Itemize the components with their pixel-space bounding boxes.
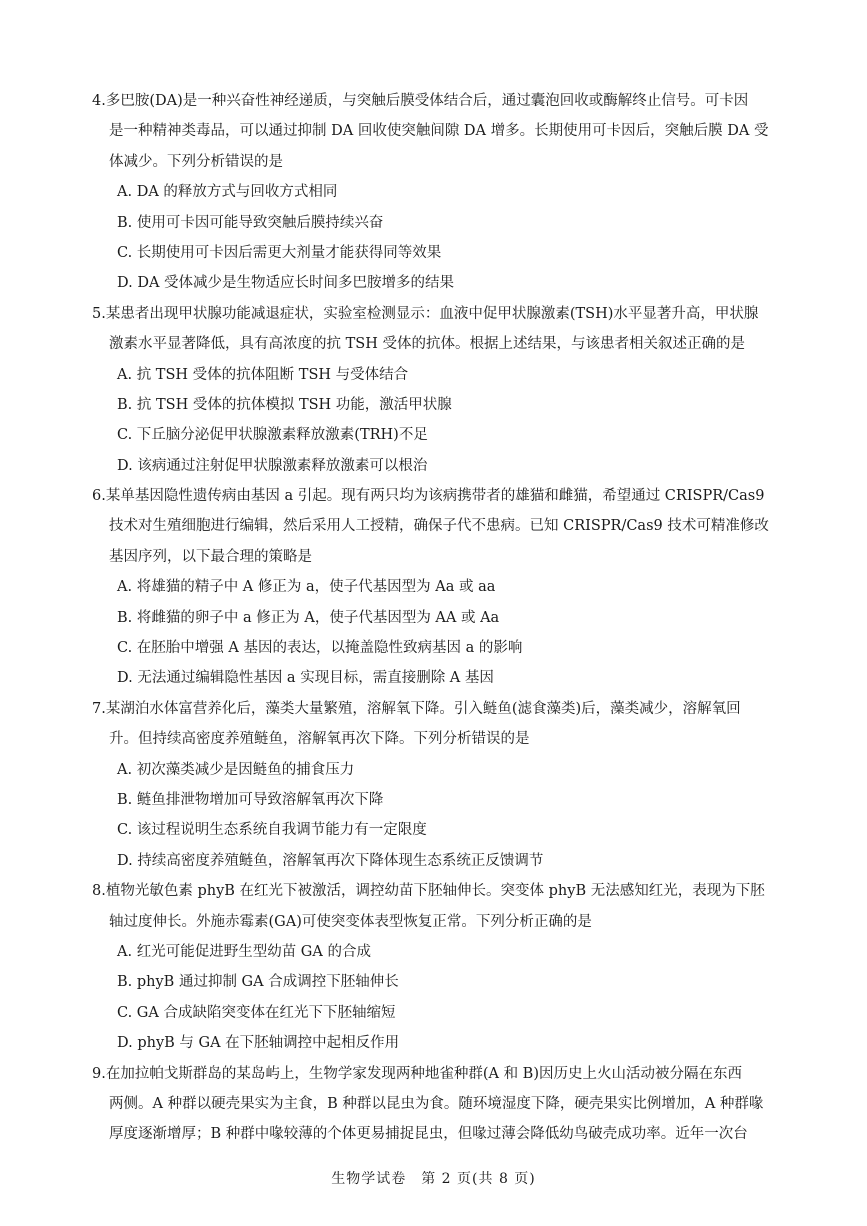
question-6-line-1: 6.某单基因隐性遗传病由基因 a 引起。现有两只均为该病携带者的雄猫和雌猫，希望通过 CRISPR/Cas9 (92, 488, 765, 505)
question-5-option-d: D. 该病通过注射促甲状腺激素释放激素可以根治 (117, 457, 428, 474)
question-4-option-c: C. 长期使用可卡因后需更大剂量才能获得同等效果 (117, 244, 442, 261)
question-4-line-1: 4.多巴胺(DA)是一种兴奋性神经递质，与突触后膜受体结合后，通过囊泡回收或酶解终止信号。可卡因 (92, 93, 749, 109)
question-7-option-c: C. 该过程说明生态系统自我调节能力有一定限度 (117, 822, 427, 839)
question-8-line-2: 轴过度伸长。外施赤霉素(GA)可使突变体表型恢复正常。下列分析正确的是 (109, 913, 592, 930)
question-6-line-3: 基因序列，以下最合理的策略是 (109, 548, 312, 565)
question-7-option-a: A. 初次藻类减少是因鲢鱼的捕食压力 (117, 761, 355, 778)
question-6-option-d: D. 无法通过编辑隐性基因 a 实现目标，需直接删除 A 基因 (117, 670, 494, 687)
question-9-line-2: 两侧。A 种群以硬壳果实为主食，B 种群以昆虫为食。随环境湿度下降，硬壳果实比例增加，A 种群喙 (109, 1095, 764, 1112)
question-8-option-c: C. GA 合成缺陷突变体在红光下下胚轴缩短 (117, 1004, 396, 1021)
question-4-option-d: D. DA 受体减少是生物适应长时间多巴胺增多的结果 (117, 275, 455, 292)
question-8-option-b: B. phyB 通过抑制 GA 合成调控下胚轴伸长 (117, 974, 399, 991)
question-4-line-2: 是一种精神类毒品，可以通过抑制 DA 回收使突触间隙 DA 增多。长期使用可卡因后，突触后膜 DA 受 (109, 123, 769, 140)
question-8-option-d: D. phyB 与 GA 在下胚轴调控中起相反作用 (117, 1035, 400, 1052)
question-4-option-a: A. DA 的释放方式与回收方式相同 (117, 184, 338, 201)
question-7-line-1: 7.某湖泊水体富营养化后，藻类大量繁殖，溶解氧下降。引入鲢鱼(滤食藻类)后，藻类减少，溶解氧回 (92, 700, 741, 717)
question-6-option-b: B. 将雌猫的卵子中 a 修正为 A，使子代基因型为 AA 或 Aa (117, 609, 500, 626)
question-5-line-1: 5.某患者出现甲状腺功能减退症状，实验室检测显示：血液中促甲状腺激素(TSH)水平显著升高，甲状腺 (92, 305, 759, 322)
page-footer: 生物学试卷 第 2 页(共 8 页) (331, 1171, 536, 1187)
question-7-option-d: D. 持续高密度养殖鲢鱼，溶解氧再次下降体现生态系统正反馈调节 (117, 852, 544, 869)
question-6-option-a: A. 将雄猫的精子中 A 修正为 a，使子代基因型为 Aa 或 aa (117, 579, 496, 596)
question-5-option-c: C. 下丘脑分泌促甲状腺激素释放激素(TRH)不足 (117, 427, 428, 444)
question-5-option-b: B. 抗 TSH 受体的抗体模拟 TSH 功能，激活甲状腺 (117, 396, 452, 413)
question-list (92, 86, 792, 1150)
question-4-option-b: B. 使用可卡因可能导致突触后膜持续兴奋 (117, 214, 384, 231)
question-5-option-a: A. 抗 TSH 受体的抗体阻断 TSH 与受体结合 (117, 366, 409, 383)
question-9-line-3: 厚度逐渐增厚；B 种群中喙较薄的个体更易捕捉昆虫，但喙过薄会降低幼鸟破壳成功率。近年一次台 (109, 1126, 748, 1143)
question-5-line-2: 激素水平显著降低，具有高浓度的抗 TSH 受体的抗体。根据上述结果，与该患者相关叙述正确的是 (109, 336, 745, 353)
question-8-line-1: 8.植物光敏色素 phyB 在红光下被激活，调控幼苗下胚轴伸长。突变体 phyB 无法感知红光，表现为下胚 (92, 883, 765, 900)
question-8-option-a: A. 红光可能促进野生型幼苗 GA 的合成 (117, 943, 371, 960)
question-7-line-2: 升。但持续高密度养殖鲢鱼，溶解氧再次下降。下列分析错误的是 (109, 731, 530, 748)
question-6-line-2: 技术对生殖细胞进行编辑，然后采用人工授精，确保子代不患病。已知 CRISPR/Cas9 技术可精准修改 (109, 518, 769, 535)
question-4-line-3: 体减少。下列分析错误的是 (109, 153, 283, 170)
question-6-option-c: C. 在胚胎中增强 A 基因的表达，以掩盖隐性致病基因 a 的影响 (117, 640, 523, 657)
question-7-option-b: B. 鲢鱼排泄物增加可导致溶解氧再次下降 (117, 791, 384, 808)
question-9-line-1: 9.在加拉帕戈斯群岛的某岛屿上，生物学家发现两种地雀种群(A 和 B)因历史上火山活动被分隔在东西 (92, 1065, 742, 1082)
